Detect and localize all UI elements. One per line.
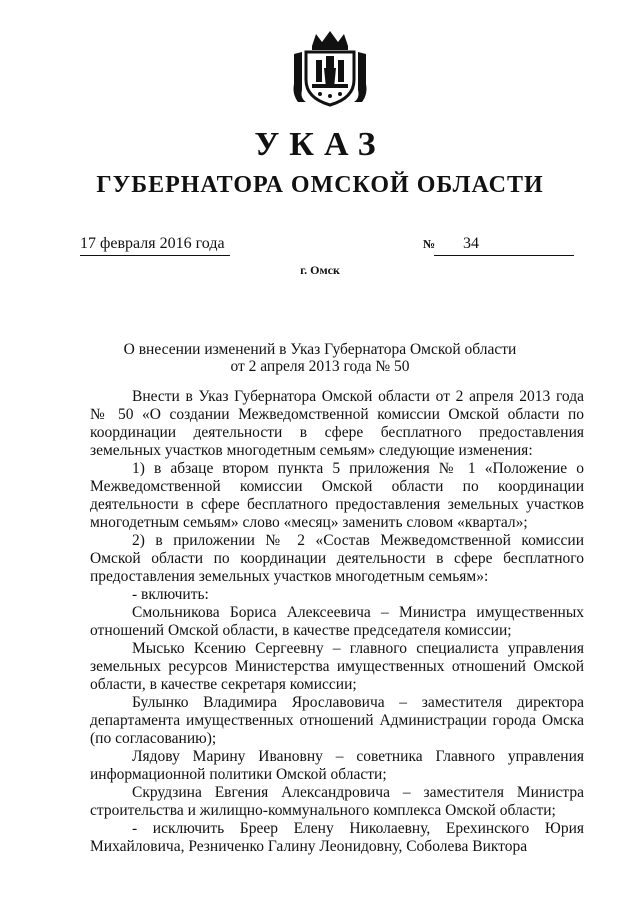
paragraph-member-1: Смольникова Бориса Алексеевича – Министра имущественных отношений Омской области, в качестве председателя комиссии; [90,604,584,639]
subject-line-2: от 2 апреля 2013 года № 50 [230,358,410,375]
paragraph-member-3: Булынко Владимира Ярославовича – заместителя директора департамента имущественных отношений Администрации города Омска (по согласованию); [90,694,584,747]
decree-body [90,388,584,856]
paragraph-include: - включить: [132,586,209,603]
issuer-title: ГУБЕРНАТОРА ОМСКОЙ ОБЛАСТИ [96,172,544,198]
decree-title: УКАЗ [254,126,386,163]
subject-line-1: О внесении изменений в Указ Губернатора Омской области [123,341,517,358]
paragraph-intro: Внести в Указ Губернатора Омской области от 2 апреля 2013 года № 50 «О создании Межведомственной комиссии Омской области по координации деятельности в сфере бесплатного предоставления земельных участков многодетным семьям» следующие изменения: [90,388,584,459]
decree-subject [0,341,640,375]
city-label: г. Омск [300,263,340,277]
decree-number: 34 [463,235,479,252]
paragraph-member-5: Скрудзина Евгения Александровича – заместителя Министра строительства и жилищно-коммунального комплекса Омской области; [90,784,584,819]
number-underline [434,255,574,256]
paragraph-item-1: 1) в абзаце втором пункта 5 приложения № 1 «Положение о Межведомственной комиссии Омской области по координации деятельности в сфере бесплатного предоставления земельных участков многодетным семьям» слово «месяц» заменить словом «квартал»; [90,460,584,531]
paragraph-member-2: Мысько Ксению Сергеевну – главного специалиста управления земельных ресурсов Министерства имущественных отношений Омской области, в качестве секретаря комиссии; [90,640,584,693]
coat-of-arms-icon [290,28,370,108]
paragraph-item-2: 2) в приложении № 2 «Состав Межведомственной комиссии Омской области по координации деятельности в сфере бесплатного предоставления земельных участков многодетным семьям»: [90,532,584,585]
decree-date: 17 февраля 2016 года [80,235,225,252]
paragraph-exclude: - исключить Бреер Елену Николаевну, Ерехинского Юрия Михайловича, Резниченко Галину Леонидовну, Соболева Виктора [90,820,584,855]
paragraph-member-4: Лядову Марину Ивановну – советника Главного управления информационной политики Омской области; [90,748,584,783]
number-sign: № [423,237,436,251]
date-underline [80,255,230,256]
